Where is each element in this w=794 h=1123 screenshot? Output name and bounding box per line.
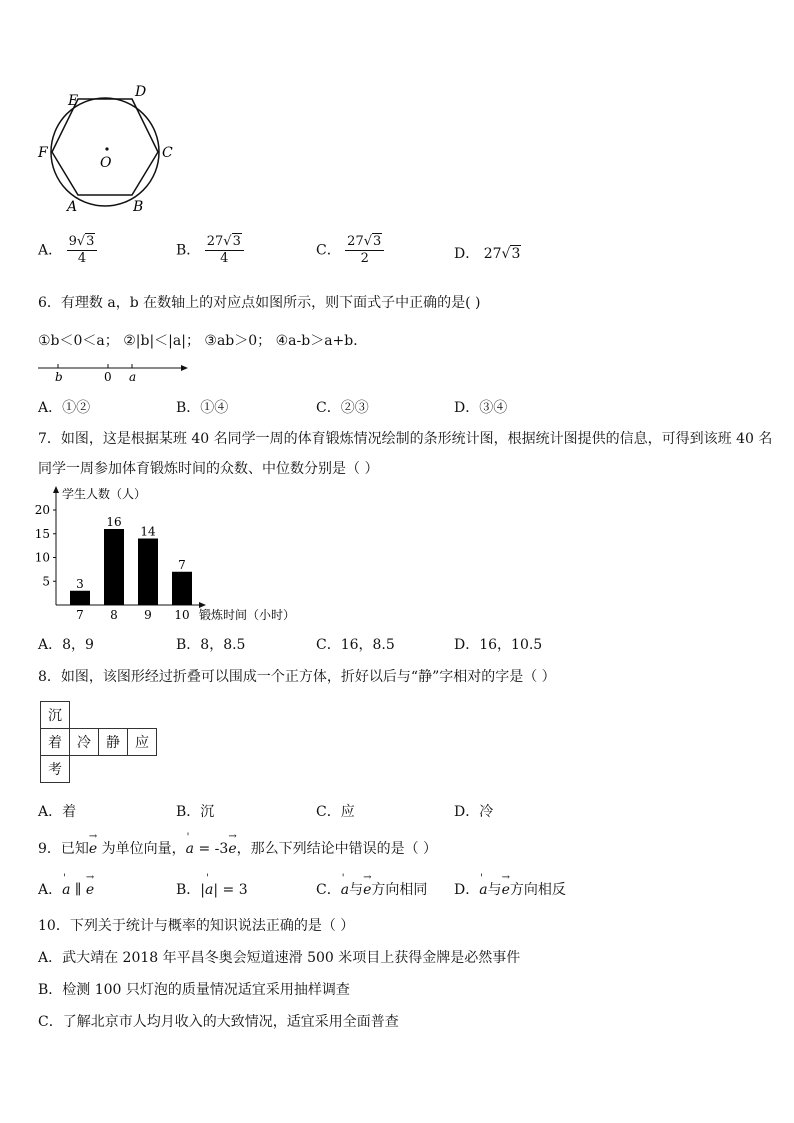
q10-option-b[interactable]: B．检测 100 只灯泡的质量情况适宜采用抽样调查 [38, 982, 350, 998]
net-cell-m3: 应 [128, 729, 157, 756]
circumcircle [51, 98, 159, 206]
cube-net [40, 701, 157, 783]
bar [70, 591, 90, 605]
q8-option-a[interactable]: A．着 [38, 804, 77, 820]
hexagon-figure [30, 80, 190, 220]
q9-stem: 9．已知→ e 为单位向量，' a = -3→ e，那么下列结论中错误的是（ ） [38, 838, 437, 858]
q6-option-b[interactable]: B．①④ [176, 400, 229, 416]
q9-option-b[interactable]: B．|' a| = 3 [176, 879, 248, 899]
net-cell-top: 沉 [41, 702, 70, 729]
q7-stem-line1: 7．如图，这是根据某班 40 名同学一周的体育锻炼情况绘制的条形统计图，根据统计图提供的信息，可得到该班 40 名 [38, 431, 773, 447]
bar [138, 539, 158, 606]
q8-option-b[interactable]: B．沉 [176, 804, 215, 820]
q5-option-d[interactable]: D． 27√3 [454, 246, 521, 262]
y-tick-label: 5 [42, 574, 50, 589]
bar-value-label: 16 [106, 515, 122, 529]
q10-option-a[interactable]: A．武大靖在 2018 年平昌冬奥会短道速滑 500 米项目上获得金牌是必然事件 [38, 950, 521, 966]
q10-option-c[interactable]: C．了解北京市人均月收入的大致情况，适宜采用全面普查 [38, 1014, 399, 1030]
q7-option-c[interactable]: C．16，8.5 [316, 637, 395, 653]
y-tick-label: 10 [34, 550, 50, 565]
q5-option-b[interactable]: B． $\frac{27√3}{4}$ [176, 234, 244, 267]
numberline-label-a: a [129, 370, 137, 384]
label-A: A [67, 199, 78, 215]
q7-option-a[interactable]: A．8，9 [38, 637, 94, 653]
x-tick-label: 7 [76, 608, 84, 622]
center-point [105, 147, 108, 150]
label-O: O [100, 155, 112, 171]
label-D: D [135, 84, 147, 100]
label-F: F [38, 145, 48, 161]
x-tick-label: 9 [144, 608, 152, 622]
x-tick-label: 8 [110, 608, 118, 622]
net-cell-m1: 冷 [70, 729, 99, 756]
y-tick-label: 15 [34, 526, 50, 541]
number-line [36, 358, 196, 388]
q8-option-c[interactable]: C．应 [316, 804, 355, 820]
vector-e: → e [89, 841, 97, 857]
bar [104, 529, 124, 605]
numberline-label-b: b [55, 370, 63, 384]
numberline-label-zero: 0 [104, 370, 112, 384]
q8-stem: 8．如图，该图形经过折叠可以围成一个正方体，折好以后与“静”字相对的字是（ ） [38, 669, 556, 685]
bar-value-label: 14 [140, 524, 156, 539]
label-C: C [162, 145, 173, 161]
q6-option-d[interactable]: D．③④ [454, 400, 508, 416]
bar-chart [30, 482, 320, 627]
q9-option-c[interactable]: C．' a与→ e方向相同 [316, 879, 427, 899]
q7-option-d[interactable]: D．16，10.5 [454, 637, 543, 653]
y-axis-label: 学生人数（人） [62, 487, 147, 501]
label-E: E [68, 93, 79, 109]
net-cell-bottom: 考 [41, 756, 70, 783]
q6-stem: 6．有理数 a，b 在数轴上的对应点如图所示，则下面式子中正确的是( ) [38, 295, 481, 311]
x-tick-label: 10 [174, 608, 190, 622]
q7-stem-line2: 同学一周参加体育锻炼时间的众数、中位数分别是（ ） [38, 461, 379, 477]
y-tick-label: 20 [34, 503, 50, 517]
bar-value-label: 3 [76, 576, 84, 591]
vector-a: ' a [186, 841, 194, 857]
x-axis-label: 锻炼时间（小时） [199, 608, 296, 622]
label-B: B [133, 199, 144, 215]
q7-option-b[interactable]: B．8，8.5 [176, 637, 246, 653]
net-cell-m2: 静 [99, 729, 128, 756]
q6-statements: ①b＜0＜a； ②|b|＜|a|； ③ab＞0； ④a-b＞a+b． [38, 333, 368, 349]
bar-value-label: 7 [178, 557, 186, 572]
q9-option-d[interactable]: D．' a与→ e方向相反 [454, 879, 566, 899]
net-cell-left: 着 [41, 729, 70, 756]
q10-stem: 10．下列关于统计与概率的知识说法正确的是（ ） [38, 918, 355, 934]
q6-option-a[interactable]: A．①② [38, 400, 91, 416]
q8-option-d[interactable]: D．冷 [454, 804, 494, 820]
q5-option-c[interactable]: C． $\frac{27√3}{2}$ [316, 234, 384, 267]
q9-option-a[interactable]: A．' a ∥ → e [38, 879, 94, 899]
arrow-right-icon [181, 365, 188, 371]
bar [172, 572, 192, 605]
q5-option-a[interactable]: A． $\frac{9√3}{4}$ [38, 234, 97, 267]
q6-option-c[interactable]: C．②③ [316, 400, 369, 416]
y-axis-arrow-icon [53, 486, 59, 493]
